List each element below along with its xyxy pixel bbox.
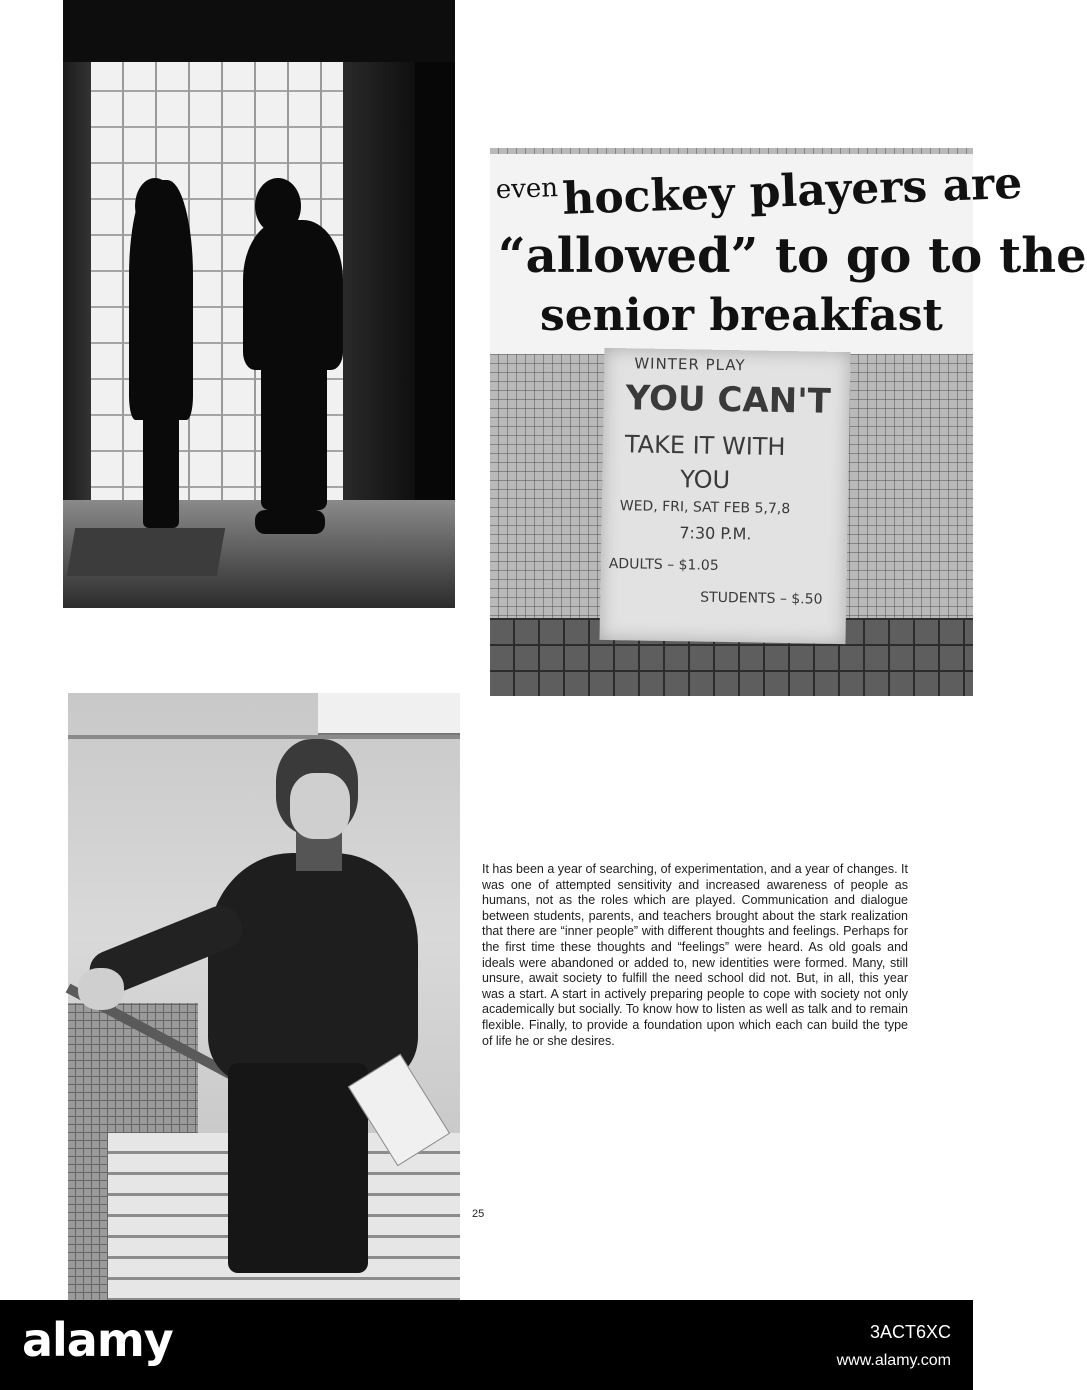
hall-window [318, 693, 460, 736]
poster-line-8: STUDENTS – $.50 [700, 589, 823, 608]
boy-legs [261, 360, 327, 510]
stock-image-id: 3ACT6XC [869, 1322, 951, 1342]
girl-legs [143, 410, 179, 528]
stock-url-link[interactable]: www.alamy.com [836, 1352, 951, 1369]
poster-line-4: YOU [680, 465, 731, 495]
student-legs [228, 1063, 368, 1273]
winter-play-poster [599, 348, 850, 644]
student-face [290, 773, 350, 839]
poster-line-1: WINTER PLAY [634, 354, 746, 375]
poster-line-5: WED, FRI, SAT FEB 5,7,8 [619, 498, 791, 518]
poster-line-6: 7:30 P.M. [679, 523, 752, 544]
floor-mat [67, 528, 225, 576]
hockey-banner [490, 154, 1087, 354]
poster-line-3: TAKE IT WITH [624, 430, 786, 462]
boy-shoes [255, 510, 325, 534]
banner-even: even [495, 173, 559, 206]
poster-line-7: ADULTS – $1.05 [608, 555, 719, 574]
wall-trim [68, 735, 460, 739]
girl-head [135, 178, 175, 234]
banner-line-3: senior breakfast [540, 290, 943, 341]
doorway-silhouette-photo [63, 0, 455, 608]
boy-head [255, 178, 301, 234]
page-number: 25 [472, 1208, 485, 1220]
stock-logo[interactable]: alamy [22, 1313, 173, 1367]
door-frame-top [63, 0, 455, 62]
body-paragraph: It has been a year of searching, of experimentation, and a year of changes. It was one of attempted sensitivity and increased awareness of people as humans, not as the roles which are played. Communication and dialogue between students, parents, and teachers brought about the stark realization that there are “inner people” with different thoughts and feelings. Perhaps for the first time these thoughts and “feelings” were heard. As old goals and ideals were abandoned or added to, new identities were formed. Many, still unsure, await society to fulfill the need school did not. But, in all, this year was a start. A start in actively preparing people to cope with society not only academically but socially. To know how to listen as well as talk and to remain flexible. Finally, to provide a foundation upon which each can build the type of life he or she desires. [482, 862, 908, 1048]
banner-line-1: hockey players are [561, 157, 1023, 225]
banner-line-2: “allowed” to go to the [498, 228, 1087, 284]
student-stairs-photo [68, 693, 460, 1300]
student-hand [78, 968, 124, 1010]
poster-line-2: YOU CAN'T [625, 378, 832, 422]
hallway-banner-photo [490, 148, 1087, 696]
student-jacket [208, 853, 418, 1083]
boy-silhouette [243, 220, 343, 370]
